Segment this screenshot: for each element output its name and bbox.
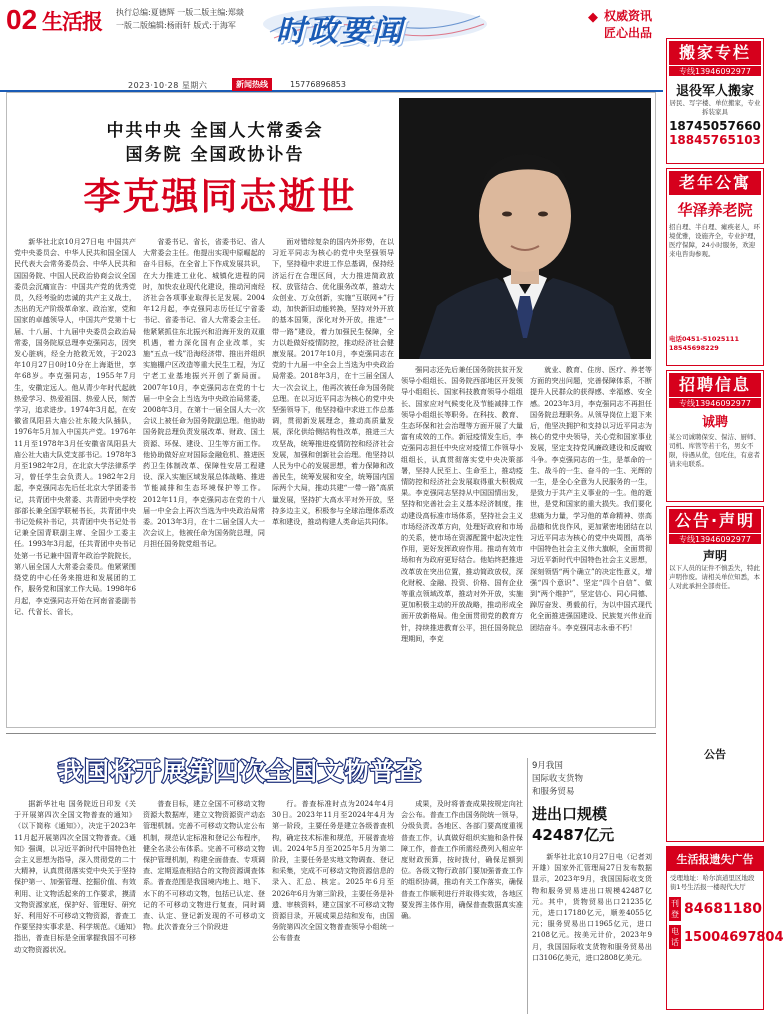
elder-ad <box>666 168 764 366</box>
main-article-col2: 省委书记、省长，省委书记、省人大常委会主任。他提出实现中原崛起的奋斗目标，在全省上下作成发展共识，在大力推进工业化、城镇化进程的同时，加快农业现代化建设，推动河南经济社会各项事业取得长足发展。2004年12月起，李克强同志历任辽宁省委书记、省委书记、省人大常委会主任。他紧紧抓住东北振兴和沿海开发的双重机遇，着力深化国有企业改革，实施“五点一线”沿海经济带、推出并组织实施棚户区改造等重大民生工程，为辽宁老工业基地振兴开创了新局面。2007年10月，李克强同志在党的十七届一中全会上当选为中央政治局常委，2008年3月，在第十一届全国人大一次会议上被任命为国务院副总理。他协助国务院总理负责发展改革、财政、国土资源、环保、建设、卫生等方面工作。他协助做好应对国际金融危机、推进医药卫生体制改革、保障性安居工程建设、深入实施区域发展总体战略、推进节能减排和生态环境保护等工作。2012年11月，李克强同志在党的十八届一中全会上再次当选为中央政治局常委。2013年3月，在十二届全国人大一次会议上，他被任命为国务院总理，同月担任国务院党组书记。 <box>143 237 265 549</box>
obituary-kicker-line2: 国务院 全国政协讣告 <box>125 145 305 165</box>
moving-ad-name: 退役军人搬家 <box>675 84 754 99</box>
slogan-line2: 匠心出品 <box>604 26 653 40</box>
editors-credits <box>116 6 244 32</box>
main-article-col1: 新华社北京10月27日电 中国共产党中央委员会、中华人民共和国全国人民代表大会常务委员会、中华人民共和国国务院、中国人民政治协商会议全国委员会沉痛宣告：中国共产党的优秀党员，久经考验的忠诚的共产主义战士，杰出的无产阶级革命家、政治家，党和国家的卓越领导人，中国共产党第十七届、十八届、十九届中央委员会政治局常委，国务院原总理李克强同志，因突发心脏病，经全力抢救无效，于2023年10月27日0时10分在上海逝世，享年68岁。李克强同志，1955年7月生，安徽定远人。他从青少年时代起就热爱学习、热爱祖国、热爱人民，刻苦学习，追求进步。1974年3月起，在安徽省凤阳县大庙公社东陵大队插队，1976年5月加入中国共产党。1976年11月至1978年3月任安徽省凤阳县大庙公社大庙大队党支部书记。1978年3月至1982年2月，在北京大学法律系学习，曾任学生会负责人。1982年2月起，李克强同志先后任北京大学团委书记，共青团中央常委、共青团中央学校部部长兼全国学联秘书长，共青团中央书记处候补书记，共青团中央书记处书记兼全国青联副主席、全国少工委主任。1993年3月起，任共青团中央书记处第一书记兼中国青年政治学院院长，第八届全国人大常委会委员。他紧紧围绕党的中心任务来推进和发展团的工作，服务党和国家工作大局。1998年6月起，李克强同志开始在河南省委副书记、代省长、省长， <box>14 237 136 616</box>
bottom-ad-phone2[interactable]: 15004697804 <box>684 929 784 945</box>
moving-ad-hotline: 专线13946092977 <box>669 65 761 76</box>
moving-ad <box>666 38 764 164</box>
portrait-photo <box>399 98 651 359</box>
editors-line2: 一版二版编辑:杨雨轩 版式:于海军 <box>116 21 236 30</box>
bottom-ad-phone-label2: 电话 <box>671 927 679 947</box>
recruit-ad-sub: 诚聘 <box>701 415 728 430</box>
recruit-ad-hotline: 专线13946092977 <box>669 397 761 408</box>
elder-ad-phone[interactable]: 电话0451-51025111 18545698229 <box>669 335 739 352</box>
diamond-icon: ◆ <box>588 10 598 25</box>
notice-ad <box>666 506 764 842</box>
section-title: 时政要闻 <box>276 14 404 49</box>
sidebar-divider <box>527 758 528 1014</box>
notice-ad-hotline: 专线13946092977 <box>669 533 761 544</box>
issue-date: 2023·10·28 星期六 <box>128 81 208 90</box>
elder-ad-title: 老年公寓 <box>669 171 761 195</box>
main-headline: 李克强同志逝世 <box>83 175 357 218</box>
trade-sidebar-line3: 和服务贸易 <box>532 787 575 797</box>
recruit-ad <box>666 370 764 502</box>
recruit-ad-title: 招聘信息 <box>669 373 761 397</box>
bottom-ad-phone-row1 <box>667 895 763 923</box>
notice-ad-sub: 声明 <box>702 549 727 563</box>
obituary-kicker-line1: 中共中央 全国人大常委会 <box>106 121 324 141</box>
classified-ads-column <box>666 38 784 1018</box>
trade-sidebar-line2: 国际收支货物 <box>532 774 584 784</box>
trade-sidebar <box>532 760 652 1001</box>
second-headline: 我国将开展第四次全国文物普查 <box>58 757 423 786</box>
main-article-col3: 面对错综复杂的国内外形势，在以习近平同志为核心的党中央坚强领导下，坚持稳中求进工作总基调，保持经济运行在合理区间，大力推进简政放权、放管结合、优化服务改革，推动大众创业、万众创新，实施“互联网+”行动，加快新旧动能转换，坚持对外开放的基本国策，深化对外开放，推进“一带一路”建设，着力加强民生保障，全力以赴做好疫情防控，推动经济社会健康发展。2017年10月，李克强同志在党的十九届一中全会上当选为中央政治局常委。2018年3月，在十三届全国人大一次会议上，他再次被任命为国务院总理。在以习近平同志为核心的党中央坚强领导下，他坚持稳中求进工作总基调，贯彻新发展理念，推动高质量发展，深化供给侧结构性改革，推进三大攻坚战，统筹推进疫情防控和经济社会发展，加强和创新社会治理。他坚持以人民为中心的发展思想，着力保障和改善民生，统筹发展和安全，统筹国内国际两个大局，推动共建“一带一路”高质量发展，坚持扩大高水平对外开放，坚持多边主义，积极参与全球治理体系改革和建设，推动构建人类命运共同体。 <box>272 237 394 527</box>
bottom-ad-address: 受理地址：哈尔滨道里区地段街1号生活报一楼现代大厅 <box>670 874 755 891</box>
article-divider <box>6 733 656 734</box>
moving-ad-title: 搬家专栏 <box>669 41 761 65</box>
trade-sidebar-title2: 42487亿元 <box>532 826 615 844</box>
moving-ad-phone1[interactable]: 18745057660 <box>669 119 761 133</box>
hotline-label: 新闻热线 <box>232 78 272 91</box>
bottom-ad <box>666 846 784 1010</box>
main-article-col4: 强同志还先后兼任国务院扶贫开发领导小组组长、国务院西部地区开发领导小组组长、国家科技教育领导小组组长、国家应对气候变化及节能减排工作领导小组组长等职务。在科技、教育、生态环保和社会治理等方面开展了大量富有成效的工作。新冠疫情发生后，李克强同志担任中央应对疫情工作领导小组组长，认真贯彻落实党中央决策部署，坚持人民至上、生命至上，推动疫情防控和经济社会发展取得重大积极成果。李克强同志坚持从中国国情出发，坚持和完善社会主义基本经济制度，推动建设高标准市场体系，坚持社会主义市场经济改革方向，处理好政府和市场的关系，使市场在资源配置中起决定性作用，更好发挥政府作用。推动有效市场和有为政府更好结合。他始终把推进改革放在突出位置，推动简政放权，深化财税、金融、投资、价格、国有企业等重点领域改革，推动对外开放，实施更加积极主动的开放战略，推动形成全面开放新格局。他全面贯彻党的教育方针，持续推进教育公平，担任国务院总理期间，李克 <box>401 365 523 643</box>
trade-sidebar-body: 新华社北京10月27日电（记者刘开雄）国家外汇管理局27日发布数据显示，2023年9月，我国国际收支货物和服务贸易进出口规模42487亿元。其中，货物贸易出口21235亿元，进口17180亿元，顺差4055亿元；服务贸易出口1965亿元，进口2108亿元。按美元计价，2023年9月，我国国际收支货物和服务贸易出口3106亿美元，进口2808亿美元。 <box>532 852 652 962</box>
paper-logo: 生活报 <box>42 9 102 34</box>
main-article-col5: 就业、教育、住房、医疗、养老等方面的突出问题，完善保障体系，不断提升人民群众的获得感、幸福感、安全感。2023年3月，李克强同志不再担任国务院总理职务。从领导岗位上退下来后，他坚决拥护和支持以习近平同志为核心的党中央领导，关心党和国家事业发展，坚定支持党风廉政建设和反腐败斗争。李克强同志的一生，是革命的一生、战斗的一生、奋斗的一生、光辉的一生，是全心全意为人民服务的一生，是致力于共产主义事业的一生。他的逝世，是党和国家的重大损失。我们要化悲痛为力量，学习他的革命精神、崇高品德和优良作风，更加紧密地团结在以习近平同志为核心的党中央周围，高举中国特色社会主义伟大旗帜，全面贯彻习近平新时代中国特色社会主义思想，深刻领悟“两个确立”的决定性意义，增强“四个意识”、坚定“四个自信”、做到“两个维护”，坚定信心、同心同德、踔厉奋发、勇毅前行，为以中国式现代化全面推进强国建设、民族复兴伟业而团结奋斗。李克强同志永垂不朽！ <box>530 365 652 632</box>
bottom-ad-title: 生活报遗失广告 <box>667 847 763 871</box>
second-article-col1: 据新华社电 国务院近日印发《关于开展第四次全国文物普查的通知》（以下简称《通知》），决定于2023年11月起开展第四次全国文物普查。《通知》强调，以习近平新时代中国特色社会主义思想为指导，深入贯彻党的二十大精神，认真贯彻落实党中央关于坚持保护第一、加强管理、挖掘价值、有效利用、让文物活起来的工作要求，摸清文物资源家底，保护好、管理好、研究好、利用好不可移动文物资源，普查工作要坚持实事求是、科学规范。《通知》指出，普查目标是全面掌握我国不可移动文物资源状况。 <box>14 799 136 954</box>
elder-ad-desc: 招自理、半自理、瘫痪老人，环境优雅，设施齐全，专业护理，医疗保障，24小时服务，欢迎来电咨询参观。 <box>669 223 760 258</box>
bottom-ad-phone1[interactable]: 84681180 <box>684 901 762 917</box>
bottom-ad-phone-label1: 刊登 <box>671 899 679 919</box>
notice-ad-sub2: 公告 <box>704 748 726 761</box>
elder-ad-name: 华泽养老院 <box>677 201 753 219</box>
second-article-col3: 行。普查标准时点为2024年4月30日。2023年11月至2024年4月为第一阶段，主要任务是建立各级普查机构，确定技术标准和规范，开展普查培训。2024年5月至2025年5月为第二阶段，主要任务是实地文物调查、登记和采集，完成不可移动文物资源信息的录入、汇总、核定。2025年6月至2026年6月为第三阶段，主要任务是补遗、审核资料，建立国家不可移动文物资源目录，开展成果总结和发布，由国务院第四次全国文物普查领导小组统一公布普查 <box>272 799 394 943</box>
page-number: 02 <box>6 4 38 35</box>
editors-line1: 执行总编:夏德辉 一版二版主编:郑燚 <box>116 8 244 17</box>
slogan <box>604 8 674 42</box>
second-article-col4: 成果，及时将普查成果按规定向社会公布。普查工作由国务院统一领导，分级负责。各地区、各部门要高度重视普查工作，认真做好组织实施和条件保障工作，普查工作所需经费列入相应年度财政预算，按时拨付，确保足额到位。各级文物行政部门要加强普查工作的组织协调，推动有关工作落实，确保普查工作顺利进行并取得实效，各地区要发挥主体作用，确保普查数据真实准确。 <box>401 799 523 921</box>
bottom-ad-phone-row2 <box>667 923 784 951</box>
notice-ad-title: 公告·声明 <box>669 509 761 533</box>
trade-sidebar-line1: 9月我国 <box>532 761 563 771</box>
second-article-col2: 普查目标，建立全国不可移动文物资源大数据库，建立文物资源资产动态管理机制。完善不可移动文物认定公布机制，规范认定标准和登记公布程序，健全名录公布体系。完善不可移动文物保护管理机制，构建全面普查、专项调查、定期巡查相结合的文物资源调查体系。普查范围是我国境内地上、地下、水下的不可移动文物，包括已认定、登记的不可移动文物进行复查，同时调查、认定、登记新发现的不可移动文物。此次普查分三个阶段进 <box>143 799 265 932</box>
recruit-ad-body: 某公司诚聘保安、保洁、厨师、司机、库管等若干名，男女不限，待遇从优，包吃住，有意者请来电联系。 <box>669 433 760 468</box>
moving-ad-phone2[interactable]: 18845765103 <box>669 133 761 147</box>
slogan-line1: 权威资讯 <box>604 9 653 23</box>
hotline-number: 15776896853 <box>290 80 346 89</box>
moving-ad-desc: 居民、写字楼、单位搬家，专业拆装家具 <box>669 99 761 116</box>
trade-sidebar-title1: 进出口规模 <box>532 805 608 823</box>
notice-ad-body: 以下人员的证件不慎丢失，特此声明作废。请相关单位知悉，本人对此承担全部责任。 <box>669 564 760 590</box>
trade-sidebar-intro <box>532 760 652 799</box>
